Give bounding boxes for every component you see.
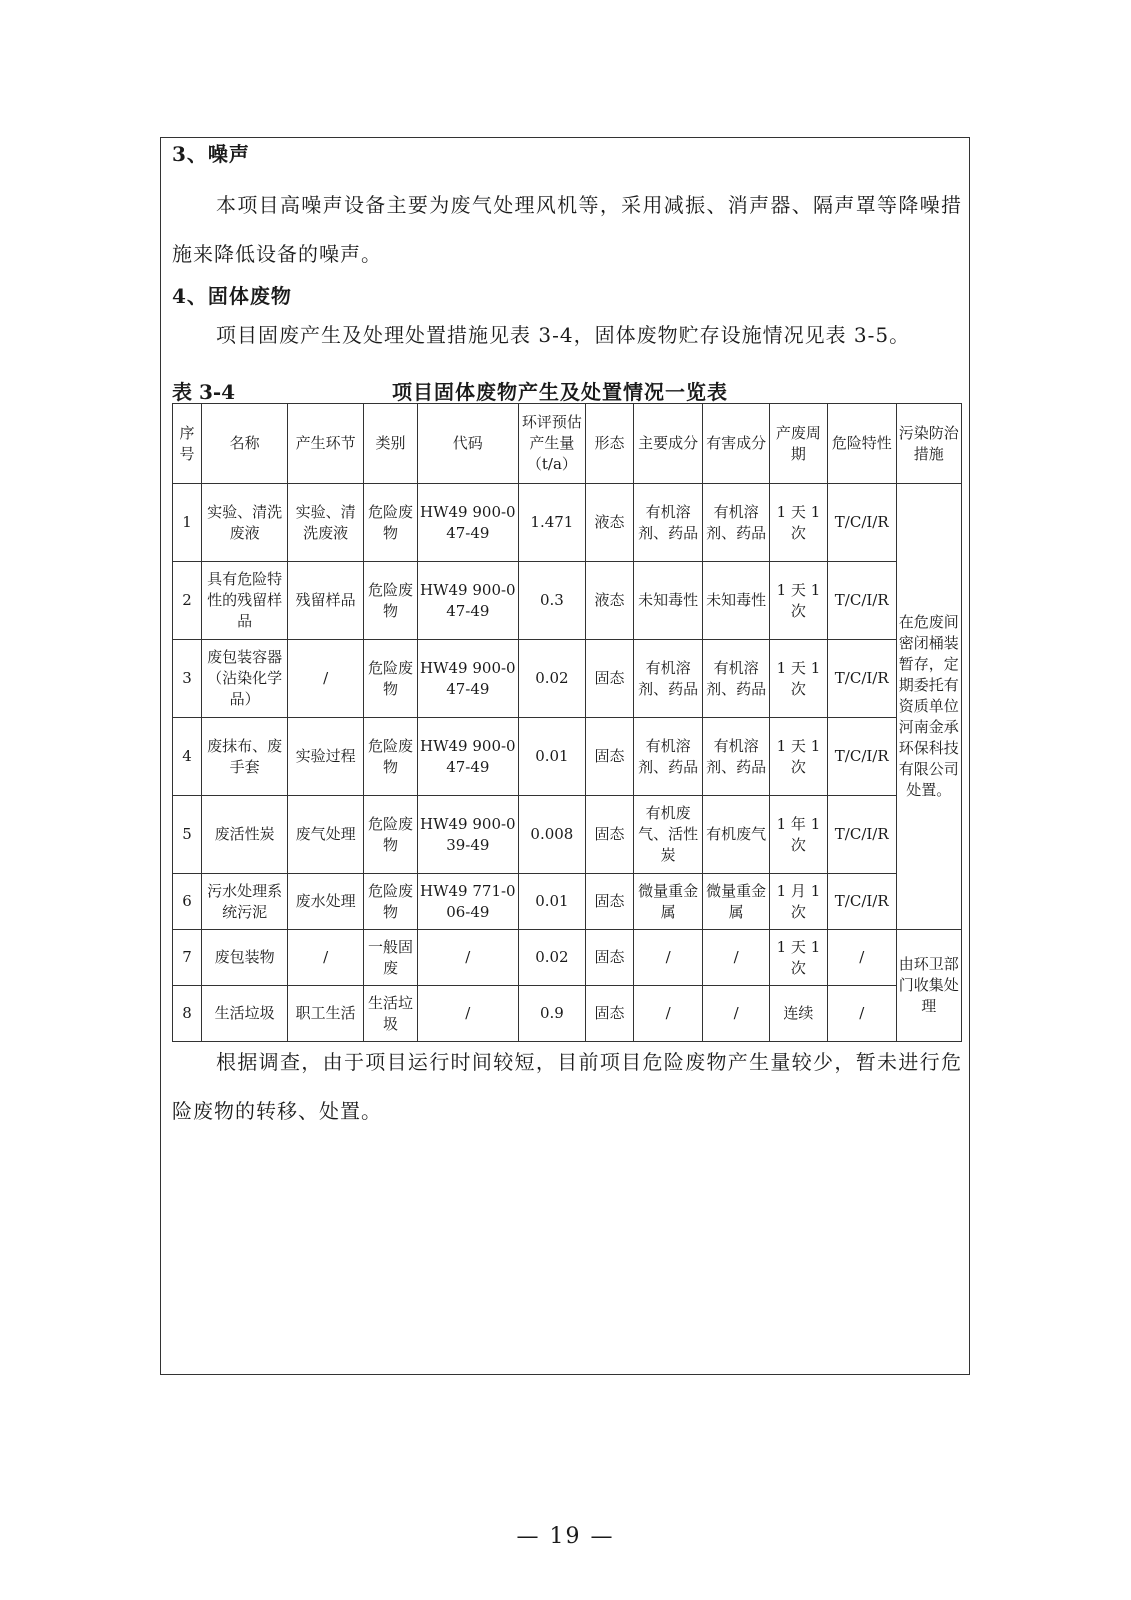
cell-main: 有机废气、活性炭 <box>633 796 703 874</box>
cell-hazard: T/C/I/R <box>827 562 896 640</box>
col-header-measure: 污染防治措施 <box>896 404 962 484</box>
cell-no: 2 <box>173 562 202 640</box>
cell-no: 8 <box>173 986 202 1042</box>
cell-amount: 0.3 <box>518 562 585 640</box>
table-row <box>173 986 962 1042</box>
cell-amount: 0.9 <box>518 986 585 1042</box>
cell-form: 固态 <box>586 986 634 1042</box>
cell-no: 1 <box>173 484 202 562</box>
cell-amount: 1.471 <box>518 484 585 562</box>
table-row <box>173 640 962 718</box>
col-header-hazard: 危险特性 <box>827 404 896 484</box>
cell-no: 4 <box>173 718 202 796</box>
cell-harmful: 有机溶剂、药品 <box>703 718 769 796</box>
cell-category: 一般固废 <box>364 930 418 986</box>
cell-code: HW49 900-047-49 <box>417 562 518 640</box>
col-header-no: 序号 <box>173 404 202 484</box>
cell-hazard: T/C/I/R <box>827 796 896 874</box>
cell-stage: 职工生活 <box>288 986 364 1042</box>
cell-stage: 实验过程 <box>288 718 364 796</box>
cell-harmful: 有机溶剂、药品 <box>703 484 769 562</box>
cell-cycle: 1 天 1 次 <box>769 484 827 562</box>
cell-main: 有机溶剂、药品 <box>633 718 703 796</box>
cell-name: 废抹布、废手套 <box>202 718 288 796</box>
col-header-category: 类别 <box>364 404 418 484</box>
cell-name: 具有危险特性的残留样品 <box>202 562 288 640</box>
table-header-row <box>173 404 962 484</box>
table-title: 项目固体废物产生及处置情况一览表 <box>392 380 728 404</box>
cell-main: 微量重金属 <box>633 874 703 930</box>
table-row <box>173 718 962 796</box>
cell-code: HW49 900-039-49 <box>417 796 518 874</box>
cell-cycle: 1 天 1 次 <box>769 562 827 640</box>
cell-code: HW49 900-047-49 <box>417 484 518 562</box>
col-header-amount: 环评预估产生量（t/a） <box>518 404 585 484</box>
cell-name: 生活垃圾 <box>202 986 288 1042</box>
cell-form: 固态 <box>586 796 634 874</box>
cell-harmful: 微量重金属 <box>703 874 769 930</box>
cell-hazard: / <box>827 930 896 986</box>
conclusion-text: 根据调查，由于项目运行时间较短，目前项目危险废物产生量较少，暂未进行危险废物的转移、处置。 <box>172 1050 962 1123</box>
cell-stage: / <box>288 930 364 986</box>
cell-main: / <box>633 986 703 1042</box>
cell-harmful: 有机溶剂、药品 <box>703 640 769 718</box>
cell-stage: / <box>288 640 364 718</box>
cell-form: 液态 <box>586 484 634 562</box>
table-number: 表 3-4 <box>172 380 236 404</box>
col-header-stage: 产生环节 <box>288 404 364 484</box>
cell-cycle: 1 天 1 次 <box>769 930 827 986</box>
cell-cycle: 连续 <box>769 986 827 1042</box>
col-header-cycle: 产废周期 <box>769 404 827 484</box>
col-header-main: 主要成分 <box>633 404 703 484</box>
page-number: — 19 — <box>516 1524 615 1549</box>
cell-form: 液态 <box>586 562 634 640</box>
cell-code: / <box>417 986 518 1042</box>
table-caption <box>172 376 962 402</box>
section-4-text: 项目固废产生及处理处置措施见表 3-4，固体废物贮存设施情况见表 3-5。 <box>216 323 911 347</box>
table-row <box>173 874 962 930</box>
cell-category: 危险废物 <box>364 874 418 930</box>
cell-harmful: 有机废气 <box>703 796 769 874</box>
cell-name: 实验、清洗废液 <box>202 484 288 562</box>
cell-measure-general: 由环卫部门收集处理 <box>896 930 962 1042</box>
col-header-name: 名称 <box>202 404 288 484</box>
cell-stage: 废水处理 <box>288 874 364 930</box>
cell-amount: 0.008 <box>518 796 585 874</box>
section-3-heading: 3、噪声 <box>172 142 250 166</box>
cell-measure-hazardous: 在危废间密闭桶装暂存，定期委托有资质单位河南金承环保科技有限公司处置。 <box>896 484 962 930</box>
col-header-form: 形态 <box>586 404 634 484</box>
section-4-heading: 4、固体废物 <box>172 284 292 308</box>
cell-cycle: 1 天 1 次 <box>769 640 827 718</box>
cell-amount: 0.01 <box>518 718 585 796</box>
cell-category: 危险废物 <box>364 640 418 718</box>
cell-main: 有机溶剂、药品 <box>633 640 703 718</box>
cell-cycle: 1 月 1 次 <box>769 874 827 930</box>
cell-stage: 实验、清洗废液 <box>288 484 364 562</box>
cell-form: 固态 <box>586 874 634 930</box>
table-row <box>173 484 962 562</box>
cell-amount: 0.01 <box>518 874 585 930</box>
cell-cycle: 1 天 1 次 <box>769 718 827 796</box>
cell-code: HW49 900-047-49 <box>417 718 518 796</box>
cell-harmful: / <box>703 986 769 1042</box>
cell-harmful: / <box>703 930 769 986</box>
cell-code: HW49 771-006-49 <box>417 874 518 930</box>
cell-form: 固态 <box>586 930 634 986</box>
cell-stage: 残留样品 <box>288 562 364 640</box>
col-header-harmful: 有害成分 <box>703 404 769 484</box>
cell-hazard: T/C/I/R <box>827 484 896 562</box>
table-row <box>173 796 962 874</box>
cell-category: 危险废物 <box>364 562 418 640</box>
cell-amount: 0.02 <box>518 640 585 718</box>
cell-code: / <box>417 930 518 986</box>
cell-amount: 0.02 <box>518 930 585 986</box>
cell-main: 未知毒性 <box>633 562 703 640</box>
table-row <box>173 930 962 986</box>
cell-form: 固态 <box>586 718 634 796</box>
solid-waste-table <box>172 403 962 1042</box>
cell-hazard: / <box>827 986 896 1042</box>
table-row <box>173 562 962 640</box>
cell-no: 5 <box>173 796 202 874</box>
cell-hazard: T/C/I/R <box>827 718 896 796</box>
cell-no: 6 <box>173 874 202 930</box>
cell-name: 污水处理系统污泥 <box>202 874 288 930</box>
cell-harmful: 未知毒性 <box>703 562 769 640</box>
cell-category: 危险废物 <box>364 718 418 796</box>
cell-name: 废活性炭 <box>202 796 288 874</box>
cell-category: 危险废物 <box>364 796 418 874</box>
cell-main: / <box>633 930 703 986</box>
cell-hazard: T/C/I/R <box>827 640 896 718</box>
cell-category: 生活垃圾 <box>364 986 418 1042</box>
cell-stage: 废气处理 <box>288 796 364 874</box>
cell-no: 3 <box>173 640 202 718</box>
section-3-text: 本项目高噪声设备主要为废气处理风机等，采用减振、消声器、隔声罩等降噪措施来降低设备的噪声。 <box>172 193 962 266</box>
cell-name: 废包装物 <box>202 930 288 986</box>
cell-hazard: T/C/I/R <box>827 874 896 930</box>
col-header-code: 代码 <box>417 404 518 484</box>
cell-main: 有机溶剂、药品 <box>633 484 703 562</box>
cell-code: HW49 900-047-49 <box>417 640 518 718</box>
cell-no: 7 <box>173 930 202 986</box>
cell-name: 废包装容器（沾染化学品） <box>202 640 288 718</box>
cell-cycle: 1 年 1 次 <box>769 796 827 874</box>
cell-category: 危险废物 <box>364 484 418 562</box>
cell-form: 固态 <box>586 640 634 718</box>
